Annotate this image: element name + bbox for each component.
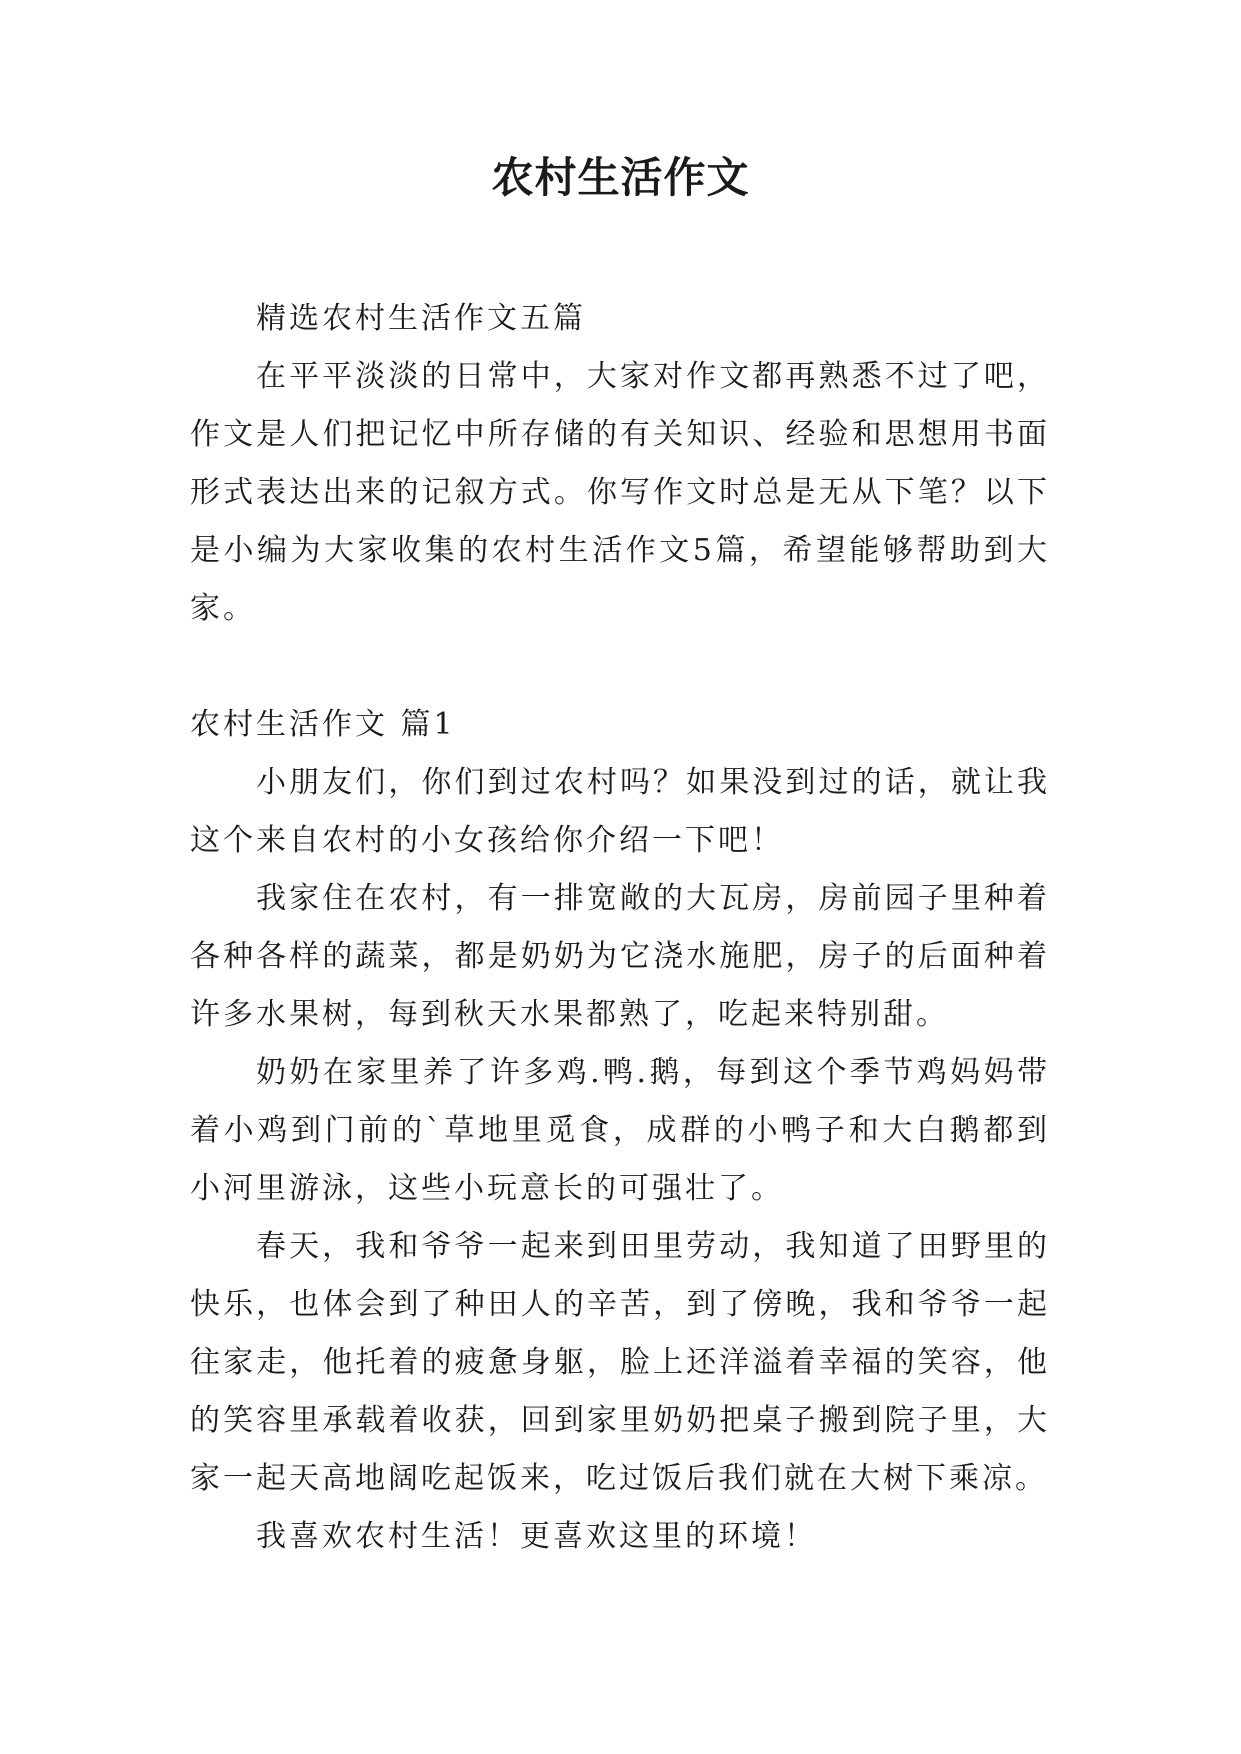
document-title: 农村生活作文	[491, 153, 750, 202]
section-paragraph: 奶奶在家里养了许多鸡.鸭.鹅，每到这个季节鸡妈妈带着小鸡到门前的`草地里觅食，成群的小鸭子和大白鹅都到小河里游泳，这些小玩意长的可强壮了。	[190, 1055, 1050, 1206]
intro-subtitle: 精选农村生活作文五篇	[256, 301, 586, 336]
section-paragraph: 我家住在农村，有一排宽敞的大瓦房，房前园子里种着各种各样的蔬菜，都是奶奶为它浇水施肥，房子的后面种着许多水果树，每到秋天水果都熟了，吃起来特别甜。	[190, 881, 1050, 1032]
section-paragraph: 我喜欢农村生活！更喜欢这里的环境！	[256, 1519, 817, 1554]
section-paragraph: 小朋友们，你们到过农村吗？如果没到过的话，就让我这个来自农村的小女孩给你介绍一下吧！	[190, 765, 1050, 858]
section-heading: 农村生活作文 篇1	[190, 707, 456, 742]
document-body	[190, 290, 1050, 1566]
intro-paragraph: 在平平淡淡的日常中，大家对作文都再熟悉不过了吧，作文是人们把记忆中所存储的有关知识、经验和思想用书面形式表达出来的记叙方式。你写作文时总是无从下笔？以下是小编为大家收集的农村生活作文5篇，希望能够帮助到大家。	[190, 359, 1050, 626]
section-paragraph: 春天，我和爷爷一起来到田里劳动，我知道了田野里的快乐，也体会到了种田人的辛苦，到了傍晚，我和爷爷一起往家走，他托着的疲惫身躯，脸上还洋溢着幸福的笑容，他的笑容里承载着收获，回到家里奶奶把桌子搬到院子里，大家一起天高地阔吃起饭来，吃过饭后我们就在大树下乘凉。	[190, 1229, 1050, 1496]
